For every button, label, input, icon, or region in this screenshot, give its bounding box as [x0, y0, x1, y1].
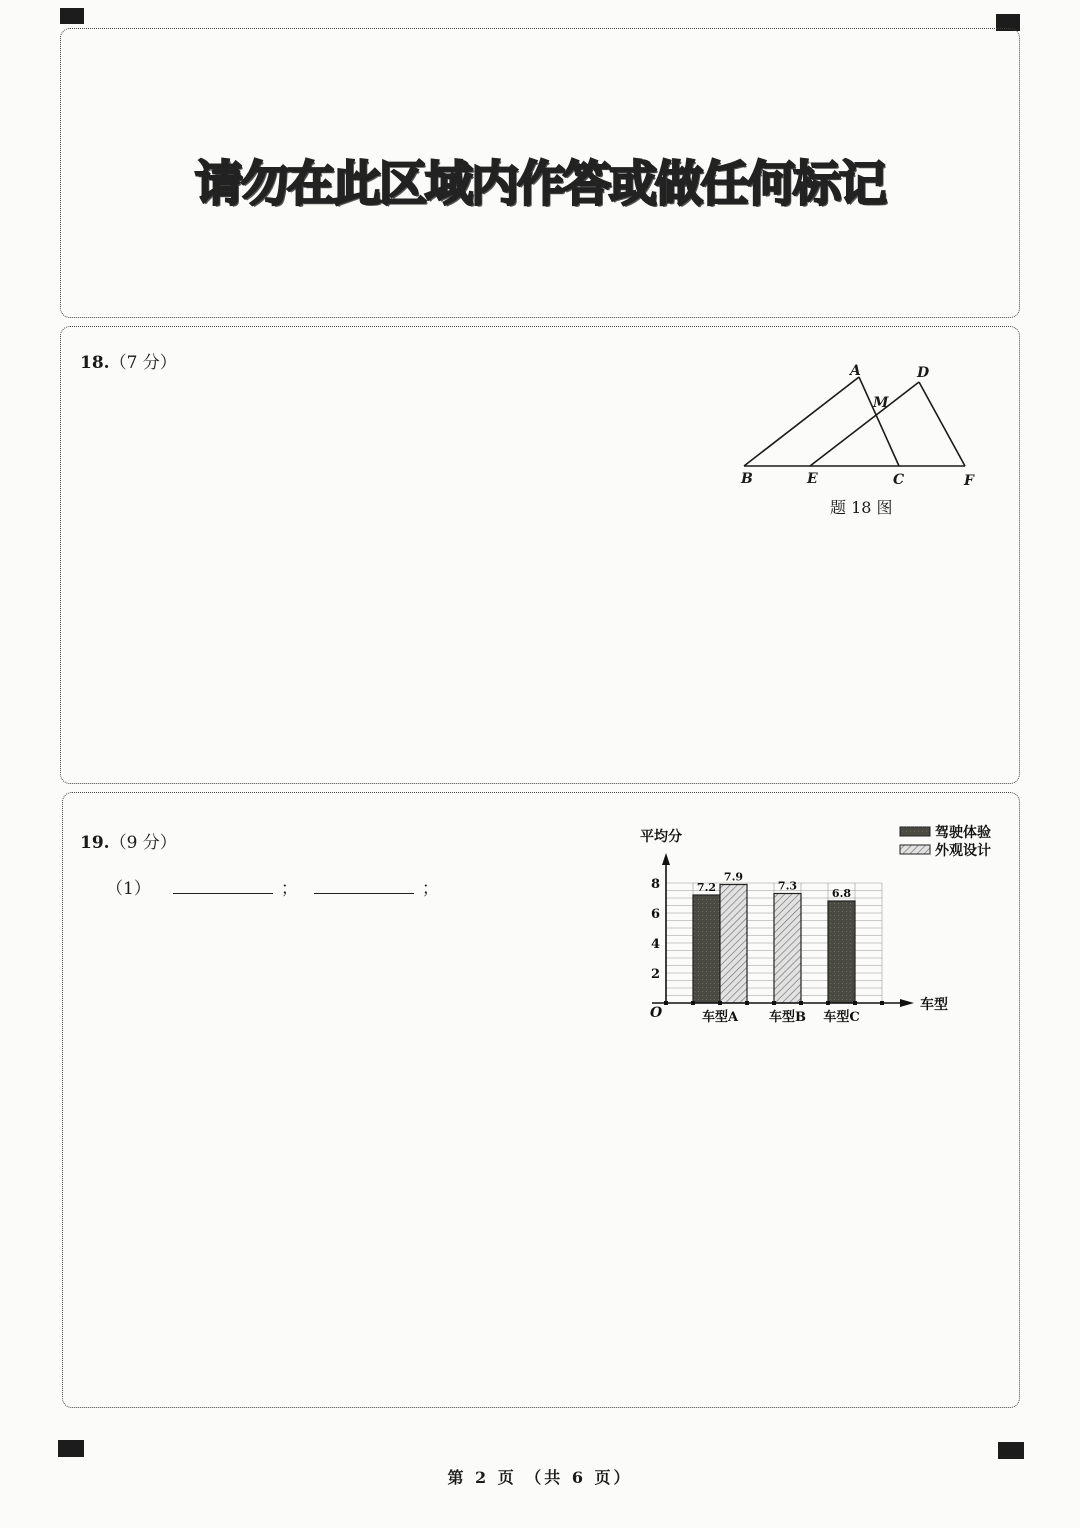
- bar-driving-3: [828, 901, 855, 1003]
- x-tick-label: 车型B: [769, 1010, 806, 1025]
- point-label-D: D: [917, 365, 930, 381]
- q19-points: （9 分）: [109, 833, 177, 853]
- y-axis-label: 平均分: [640, 829, 682, 845]
- x-tick-label: 车型A: [701, 1010, 739, 1025]
- x-axis-tick: [772, 1001, 776, 1005]
- bar-data-label: 7.9: [723, 870, 744, 884]
- bar-data-label: 6.8: [831, 887, 852, 900]
- x-axis-tick: [718, 1001, 722, 1005]
- bar-data-label: 7.2: [696, 881, 717, 894]
- point-label-B: B: [741, 471, 753, 487]
- legend-swatch-design: [900, 845, 930, 854]
- bar-design-1: [720, 885, 747, 1004]
- q19-blank-1[interactable]: [173, 893, 273, 894]
- registration-mark-top-left: [60, 8, 84, 24]
- bar-data-label: 7.3: [777, 879, 798, 893]
- bar-design-2: [774, 894, 801, 1004]
- point-label-F: F: [964, 473, 974, 489]
- x-axis-tick: [799, 1001, 803, 1005]
- q19-separator-1: ；: [280, 879, 298, 899]
- x-axis-tick: [826, 1001, 830, 1005]
- q19-separator-2: ；: [421, 879, 439, 899]
- y-axis-arrow: [662, 853, 670, 865]
- x-axis-tick: [853, 1001, 857, 1005]
- page-footer: 第 2 页 （共 6 页）: [447, 1468, 633, 1487]
- x-axis-tick: [745, 1001, 749, 1005]
- q18-header: [80, 348, 177, 373]
- point-label-E: E: [807, 471, 818, 487]
- bar-driving-1: [693, 895, 720, 1003]
- y-tick-label: 2: [650, 967, 660, 982]
- x-axis-tick: [691, 1001, 695, 1005]
- origin-label: O: [650, 1005, 663, 1021]
- q18-points: （7 分）: [109, 353, 177, 373]
- line-ED: [810, 382, 919, 466]
- q19-blank-2[interactable]: [314, 893, 414, 894]
- q18-number: 18.: [80, 353, 110, 373]
- x-tick-label: 车型C: [823, 1010, 860, 1025]
- q19-header: [80, 828, 177, 853]
- x-axis-arrow: [900, 999, 914, 1007]
- legend-label-design: 外观设计: [935, 843, 991, 859]
- x-axis-tick: [880, 1001, 884, 1005]
- x-axis-tick: [664, 1001, 668, 1005]
- point-label-M: M: [873, 395, 889, 411]
- y-tick-label: 4: [650, 937, 660, 952]
- q19-bar-chart: [630, 815, 1010, 1035]
- no-write-banner: 请勿在此区域内作答或做任何标记: [194, 156, 885, 212]
- point-label-C: C: [893, 472, 905, 488]
- line-DF: [919, 382, 965, 466]
- q18-figure-caption: 题 18 图: [830, 498, 893, 517]
- point-label-A: A: [850, 363, 861, 379]
- y-tick-label: 8: [650, 877, 660, 892]
- q19-part1: [106, 874, 439, 899]
- registration-mark-bottom-right: [998, 1442, 1024, 1459]
- line-AC: [859, 377, 899, 466]
- q19-part1-label: （1）: [106, 879, 151, 899]
- line-BA: [744, 377, 859, 466]
- q19-number: 19.: [80, 833, 110, 853]
- x-axis-label: 车型: [920, 997, 948, 1013]
- q18-figure: [730, 355, 990, 525]
- registration-mark-bottom-left: [58, 1440, 84, 1457]
- legend-swatch-driving: [900, 827, 930, 836]
- legend-label-driving: 驾驶体验: [935, 825, 991, 841]
- y-tick-label: 6: [650, 907, 660, 922]
